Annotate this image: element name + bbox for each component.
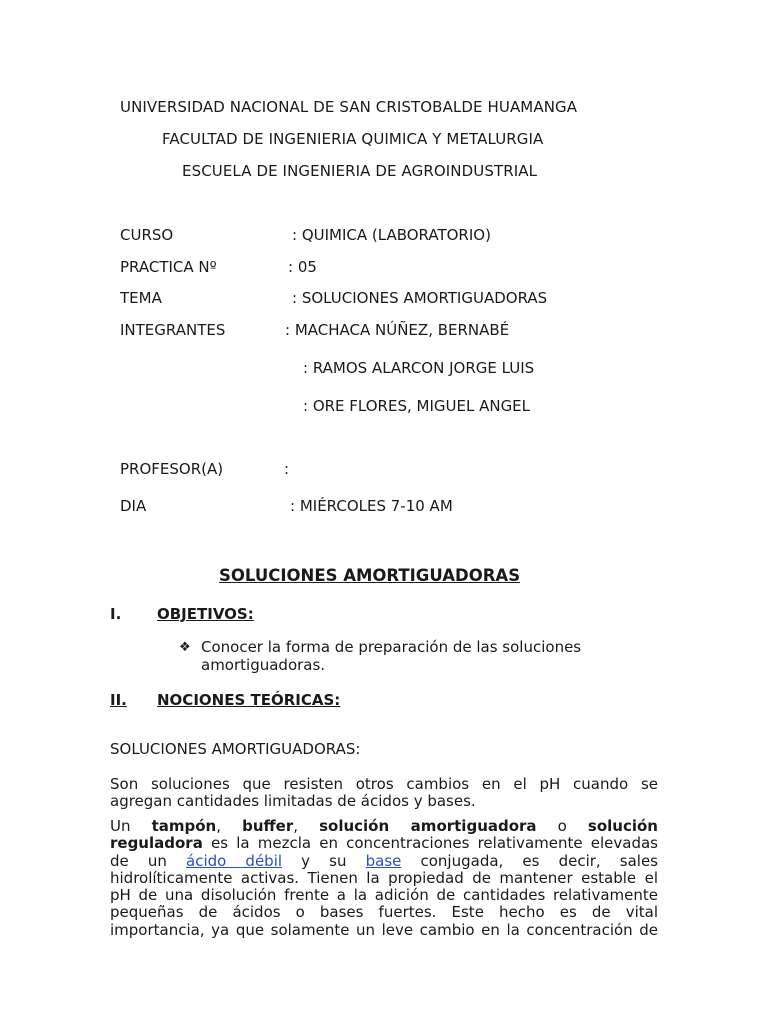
line-2-rest: es la mezcla en concentraciones relativamente elevadas — [210, 834, 658, 853]
section-2-number: II. — [110, 691, 127, 709]
line-3-post: conjugada, es decir, sales — [420, 851, 658, 870]
paragraph-2 — [110, 818, 658, 939]
term-tampon: tampón — [151, 817, 217, 835]
line-3-mid: y su — [301, 851, 347, 870]
word-o: o — [557, 817, 567, 835]
paragraph-2-line-5: pH de una disolución frente a la adición de cantidades relativamente — [110, 886, 658, 905]
term-buffer: buffer — [242, 817, 294, 835]
curso-label: CURSO — [120, 226, 174, 244]
link-base[interactable]: base — [365, 851, 402, 870]
integrante-1: : MACHACA NÚÑEZ, BERNABÉ — [285, 321, 510, 339]
paragraph-2-line-1 — [110, 818, 658, 835]
term-solucion: solución — [587, 817, 658, 835]
paragraph-2-line-6: pequeñas de ácidos o bases fuertes. Este hecho es de vital — [110, 903, 658, 922]
profesor-value: : — [284, 460, 290, 478]
university-name: UNIVERSIDAD NACIONAL DE SAN CRISTOBALDE HUAMANGA — [120, 98, 578, 116]
faculty-name: FACULTAD DE INGENIERIA QUIMICA Y METALURGIA — [162, 130, 544, 148]
comma: , — [216, 817, 222, 835]
comma: , — [293, 817, 299, 835]
curso-value: : QUIMICA (LABORATORIO) — [292, 226, 491, 244]
integrante-3: : ORE FLORES, MIGUEL ANGEL — [303, 397, 531, 415]
dia-label: DIA — [120, 497, 147, 515]
profesor-label: PROFESOR(A) — [120, 460, 224, 478]
objective-line-2: amortiguadoras. — [201, 656, 326, 674]
section-1-number: I. — [110, 605, 122, 623]
link-acido-debil[interactable]: ácido débil — [186, 851, 283, 870]
objective-line-1: Conocer la forma de preparación de las soluciones — [201, 638, 582, 656]
document-title: SOLUCIONES AMORTIGUADORAS — [219, 566, 521, 585]
dia-value: : MIÉRCOLES 7-10 AM — [290, 497, 453, 515]
integrantes-label: INTEGRANTES — [120, 321, 226, 339]
paragraph-2-line-2 — [110, 835, 658, 852]
diamond-bullet-icon: ❖ — [179, 640, 191, 655]
paragraph-2-line-7: importancia, ya que solamente un leve cambio en la concentración de — [110, 920, 658, 939]
paragraph-1 — [110, 776, 658, 811]
tema-label: TEMA — [120, 289, 162, 307]
section-1-title: OBJETIVOS: — [157, 605, 254, 623]
section-2-title: NOCIONES TEÓRICAS: — [157, 691, 341, 709]
term-solucion-amortiguadora: solución amortiguadora — [319, 817, 537, 835]
paragraph-1-line-2: agregan cantidades limitadas de ácidos y bases. — [110, 792, 476, 811]
practica-value: : 05 — [288, 258, 317, 276]
school-name: ESCUELA DE INGENIERIA DE AGROINDUSTRIAL — [182, 162, 538, 180]
term-reguladora: reguladora — [110, 834, 203, 853]
word-un: Un — [110, 817, 131, 835]
subheading: SOLUCIONES AMORTIGUADORAS: — [110, 740, 361, 758]
tema-value: : SOLUCIONES AMORTIGUADORAS — [292, 289, 548, 307]
integrante-2: : RAMOS ALARCON JORGE LUIS — [303, 359, 535, 377]
paragraph-1-line-1: Son soluciones que resisten otros cambios en el pH cuando se — [110, 775, 658, 793]
line-3-pre: de un — [110, 851, 167, 870]
paragraph-2-line-4: hidrolíticamente activas. Tienen la propiedad de mantener estable el — [110, 868, 658, 887]
practica-label: PRACTICA Nº — [120, 258, 217, 276]
paragraph-2-line-3 — [110, 853, 658, 870]
